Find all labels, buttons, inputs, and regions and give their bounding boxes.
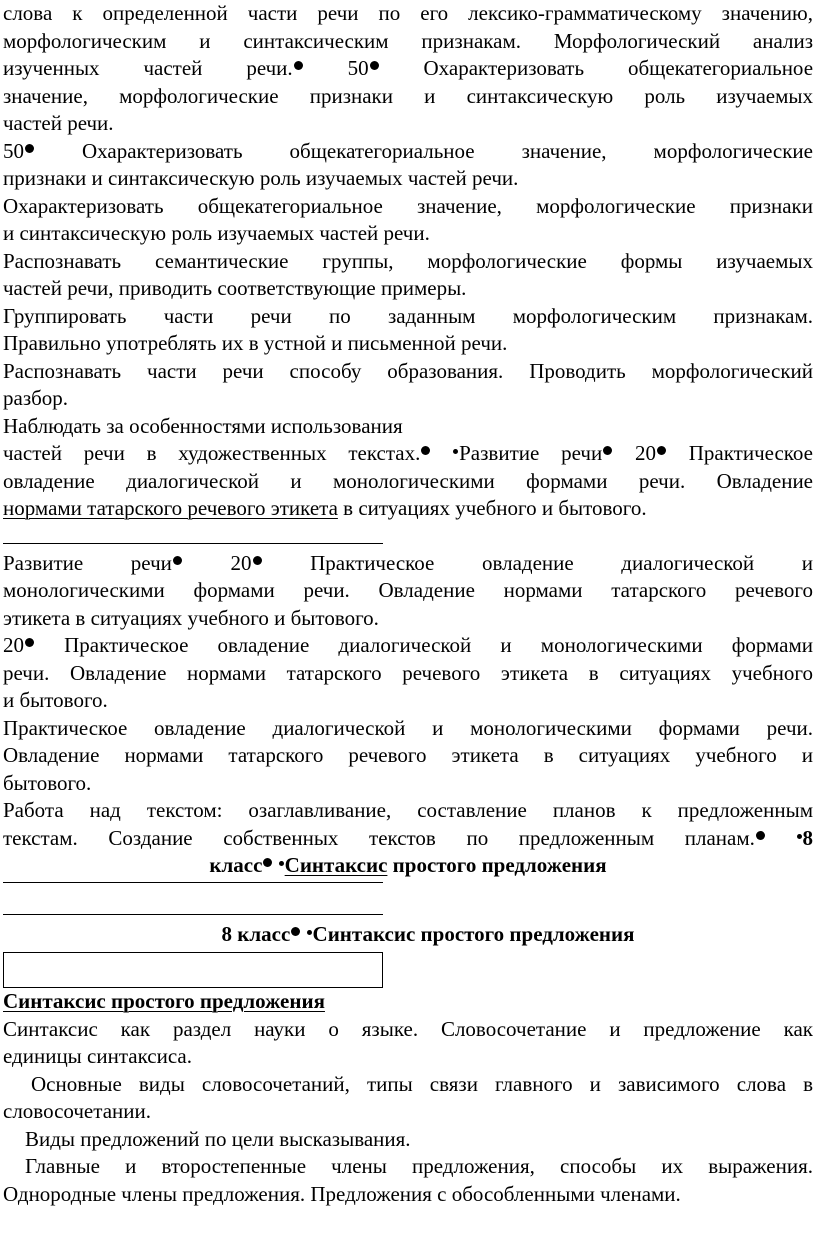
- text-segment: Охарактеризовать общекатегориальное значение, морфологические: [35, 138, 813, 163]
- text-segment: частей речи в художественных текстах.: [3, 441, 421, 465]
- text-line: словосочетании.: [3, 1099, 151, 1123]
- text-line: единицы синтаксиса.: [3, 1044, 192, 1068]
- text-segment: в ситуациях учебного и бытового.: [337, 496, 647, 520]
- text-line: [3, 138, 813, 166]
- text-line: бытового.: [3, 770, 92, 795]
- text-segment: Практическое: [666, 441, 813, 465]
- text-line: [3, 632, 813, 660]
- text-line: разбор.: [3, 386, 69, 410]
- section-title: Синтаксис простого предложения: [3, 989, 325, 1013]
- text-line: Однородные члены предложения. Предложения с обособленными членами.: [3, 1181, 681, 1206]
- section-heading: [3, 921, 813, 949]
- text-line: речи. Овладение нормами татарского речевого этикета в ситуациях учебного: [3, 660, 813, 685]
- text-line: [3, 440, 813, 468]
- text-segment: простого предложения: [387, 853, 607, 877]
- text-line: Синтаксис как раздел науки о языке. Словосочетание и предложение как: [3, 1016, 813, 1041]
- text-line: [3, 495, 813, 523]
- underlined-text: Синтаксис: [284, 853, 388, 877]
- dot-icon: [453, 449, 458, 454]
- bullet-icon: [421, 446, 430, 455]
- text-line: этикета в ситуациях учебного и бытового.: [3, 605, 379, 630]
- text-segment: 50: [3, 138, 24, 163]
- text-segment: 8 класс: [221, 921, 291, 946]
- text-line: Работа над текстом: озаглавливание, составление планов к предложенным: [3, 798, 813, 822]
- bullet-icon: [25, 638, 34, 647]
- text-line: и синтаксическую роль изучаемых частей речи.: [3, 221, 430, 245]
- text-line: Распознавать семантические группы, морфологические формы изучаемых: [3, 248, 813, 273]
- text-line: Овладение нормами татарского речевого этикета в ситуациях учебного и: [3, 743, 813, 767]
- text-segment: 20: [613, 441, 656, 465]
- bullet-icon: [291, 927, 300, 936]
- text-line: монологическими формами речи. Овладение нормами татарского речевого: [3, 578, 813, 602]
- empty-box: [3, 952, 383, 988]
- dot-icon: [279, 861, 284, 866]
- text-segment: изученных частей речи.: [3, 56, 293, 80]
- text-line: Виды предложений по цели высказывания.: [25, 1126, 411, 1151]
- text-segment: Развитие речи: [3, 550, 172, 575]
- text-segment: 20: [182, 550, 252, 575]
- text-line: Основные виды словосочетаний, типы связи главного и зависимого слова в: [31, 1071, 813, 1096]
- text-segment: 8: [802, 825, 813, 850]
- text-line: Главные и второстепенные члены предложения, способы их выражения.: [25, 1154, 813, 1178]
- text-line: и бытового.: [3, 688, 108, 712]
- section-heading: [3, 852, 813, 880]
- text-line: Практическое овладение диалогической и монологическими формами речи.: [3, 715, 813, 740]
- underlined-text: нормами татарского речевого этикета: [3, 496, 338, 520]
- bullet-icon: [657, 446, 666, 455]
- bullet-icon: [756, 831, 765, 840]
- text-line: [3, 550, 813, 578]
- text-line: значение, морфологические признаки и синтаксическую роль изучаемых: [3, 83, 813, 108]
- text-segment: 20: [3, 633, 24, 657]
- text-segment: класс: [209, 853, 263, 877]
- text-segment: Практическое овладение диалогической и монологическими формами: [35, 633, 813, 657]
- bullet-icon: [253, 556, 262, 565]
- text-line: частей речи.: [3, 111, 114, 135]
- text-line: Распознавать части речи способу образования. Проводить морфологический: [3, 358, 813, 383]
- text-line: Наблюдать за особенностями использования: [3, 413, 403, 438]
- text-line: слова к определенной части речи по его лексико-грамматическому значению,: [3, 1, 813, 25]
- divider-line: [3, 894, 813, 921]
- text-line: овладение диалогической и монологическими формами речи. Овладение: [3, 468, 813, 493]
- text-line: признаки и синтаксическую роль изучаемых частей речи.: [3, 166, 519, 190]
- text-line: частей речи, приводить соответствующие примеры.: [3, 276, 467, 300]
- bullet-icon: [603, 446, 612, 455]
- text-line: морфологическим и синтаксическим признакам. Морфологический анализ: [3, 28, 813, 53]
- text-line: Охарактеризовать общекатегориальное значение, морфологические признаки: [3, 193, 813, 218]
- text-segment: 50: [303, 56, 369, 80]
- divider-line: [3, 880, 813, 894]
- text-segment: текстам. Создание собственных текстов по предложенным планам.: [3, 825, 755, 850]
- text-segment: Охарактеризовать общекатегориальное: [379, 56, 813, 80]
- text-segment: Развитие речи: [459, 441, 603, 465]
- bullet-icon: [263, 858, 272, 867]
- text-line: Правильно употреблять их в устной и письменной речи.: [3, 331, 508, 355]
- dot-icon: [307, 930, 312, 935]
- divider-line: [3, 523, 813, 550]
- text-segment: Синтаксис простого предложения: [312, 921, 635, 946]
- text-line: [3, 825, 813, 853]
- bullet-icon: [173, 556, 182, 565]
- bullet-icon: [25, 144, 34, 153]
- dot-icon: [797, 834, 802, 839]
- text-segment: Практическое овладение диалогической и: [262, 550, 813, 575]
- bullet-icon: [370, 61, 379, 70]
- text-line: [3, 55, 813, 83]
- bullet-icon: [294, 61, 303, 70]
- text-line: Группировать части речи по заданным морфологическим признакам.: [3, 303, 813, 328]
